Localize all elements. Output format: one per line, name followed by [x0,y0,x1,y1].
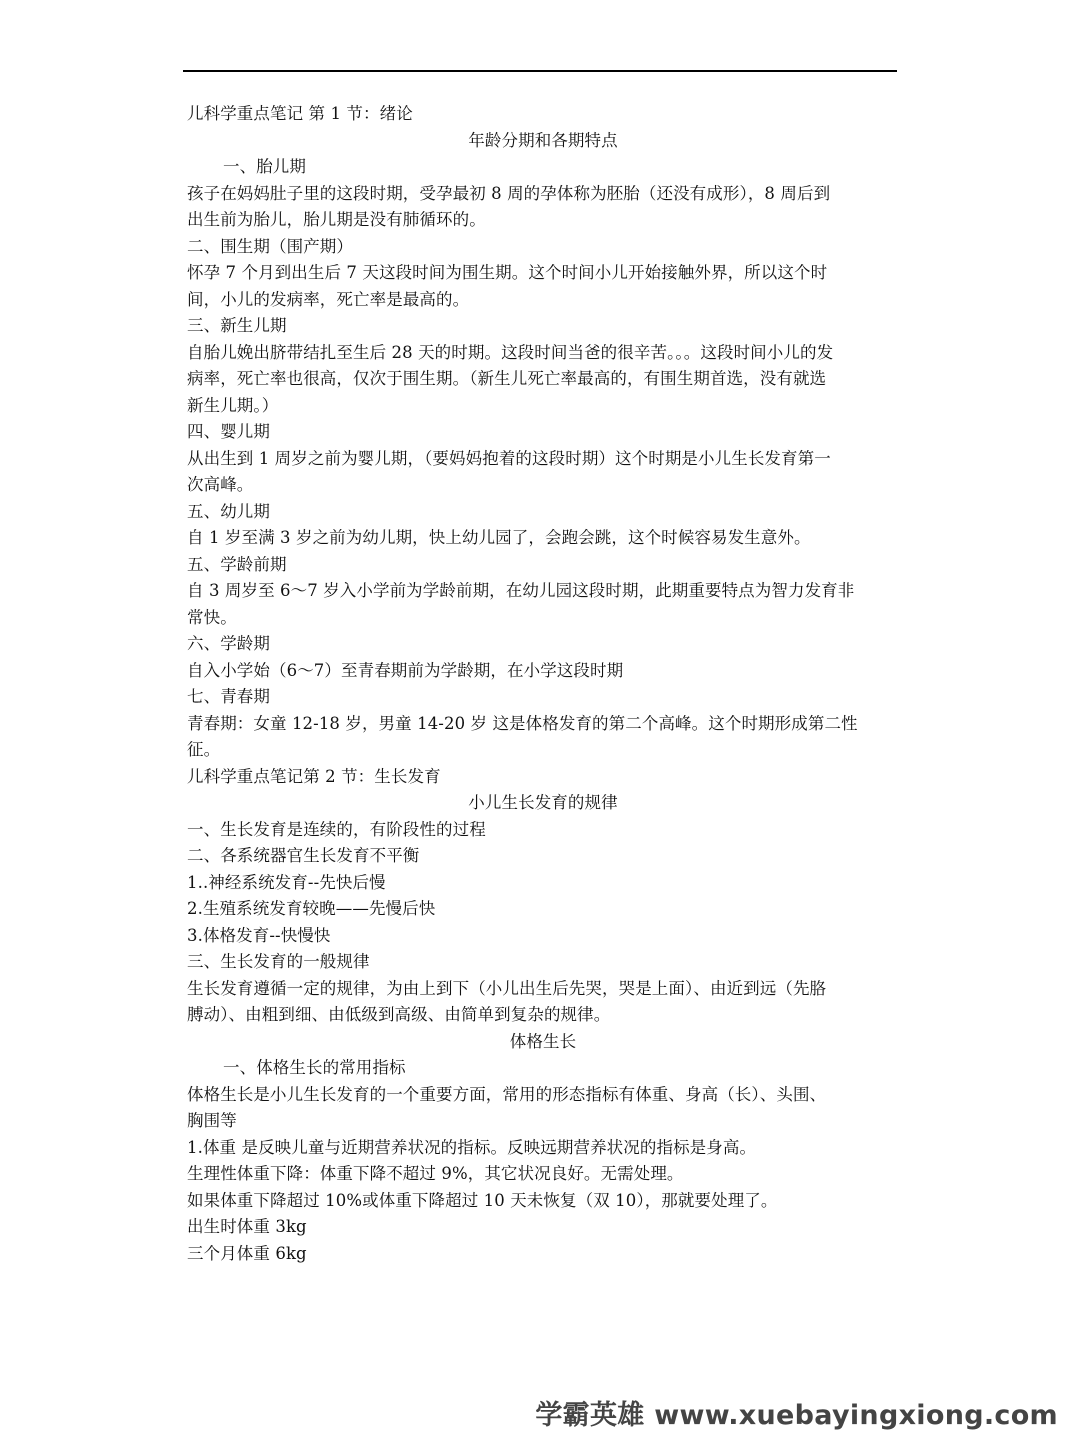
text-line: 三、新生儿期 [187,316,287,335]
text-line: 如果体重下降超过 10%或体重下降超过 10 天未恢复（双 10），那就要处理了。 [187,1190,778,1210]
text-line: 出生时体重 3kg [187,1217,307,1236]
text-line: 怀孕 7 个月到出生后 7 天这段时间为围生期。这个时间小儿开始接触外界，所以这个时 [187,263,828,282]
text-line: 六、学龄期 [187,634,270,653]
text-line: 1.体重 是反映儿童与近期营养状况的指标。反映远期营养状况的指标是身高。 [187,1137,757,1157]
text-line: 自 1 岁至满 3 岁之前为幼儿期，快上幼儿园了，会跑会跳，这个时候容易发生意外。 [187,528,811,547]
text-line: 胸围等 [187,1111,237,1130]
text-line: 三个月体重 6kg [187,1243,307,1263]
text-line: 次高峰。 [187,475,254,494]
text-line: 从出生到 1 周岁之前为婴儿期，（要妈妈抱着的这段时期）这个时期是小儿生长发育第一 [187,448,831,468]
text-line: 七、青春期 [187,687,270,706]
site-watermark: 学霸英雄 www.xuebayingxiong.com [535,1400,1058,1431]
section-heading: 年龄分期和各期特点 [468,130,618,150]
text-line: 间，小儿的发病率，死亡率是最高的。 [187,289,470,309]
text-line: 出生前为胎儿，胎儿期是没有肺循环的。 [187,210,486,229]
text-line: 儿科学重点笔记 第 1 节：绪论 [187,104,413,123]
text-line: 三、生长发育的一般规律 [187,952,370,971]
text-line: 膊动）、由粗到细、由低级到高级、由简单到复杂的规律。 [187,1005,611,1024]
text-line: 儿科学重点笔记第 2 节：生长发育 [187,766,441,786]
text-line: 征。 [187,740,221,759]
section-heading: 小儿生长发育的规律 [468,793,618,812]
text-line: 自胎儿娩出脐带结扎至生后 28 天的时期。这段时间当爸的很辛苦。。。这段时间小儿的发 [187,342,834,362]
text-line: 新生儿期。） [187,395,279,415]
text-line: 二、各系统器官生长发育不平衡 [187,846,420,865]
text-line: 自入小学始（6～7）至青春期前为学龄期，在小学这段时期 [187,660,624,680]
text-line: 3.体格发育--快慢快 [187,925,331,945]
text-line: 体格生长是小儿生长发育的一个重要方面，常用的形态指标有体重、身高（长）、头围、 [187,1084,827,1104]
text-line: 1..神经系统发育--先快后慢 [187,872,386,892]
text-line: 五、幼儿期 [187,501,270,521]
text-line: 一、体格生长的常用指标 [223,1058,406,1077]
document-body [187,101,899,1267]
text-line: 四、婴儿期 [187,422,270,441]
text-line: 自 3 周岁至 6～7 岁入小学前为学龄前期，在幼儿园这段时期，此期重要特点为智力发育非 [187,581,855,600]
header-rule [183,70,897,72]
text-line: 一、胎儿期 [223,157,306,176]
text-line: 2.生殖系统发育较晚——先慢后快 [187,899,436,918]
text-line: 病率，死亡率也很高，仅次于围生期。（新生儿死亡率最高的，有围生期首选，没有就选 [187,369,827,388]
text-line: 一、生长发育是连续的，有阶段性的过程 [187,819,486,839]
text-line: 青春期：女童 12-18 岁，男童 14-20 岁 这是体格发育的第二个高峰。这个时期形成第二性 [187,713,858,733]
text-line: 二、围生期（围产期） [187,236,353,256]
text-line: 孩子在妈妈肚子里的这段时期，受孕最初 8 周的孕体称为胚胎（还没有成形），8 周后到 [187,183,831,203]
text-line: 生长发育遵循一定的规律，为由上到下（小儿出生后先哭，哭是上面）、由近到远（先胳 [187,978,827,998]
text-line: 常快。 [187,607,237,627]
text-line: 生理性体重下降：体重下降不超过 9%，其它状况良好。无需处理。 [187,1164,684,1183]
text-line: 五、学龄前期 [187,554,287,574]
section-heading: 体格生长 [509,1031,577,1051]
